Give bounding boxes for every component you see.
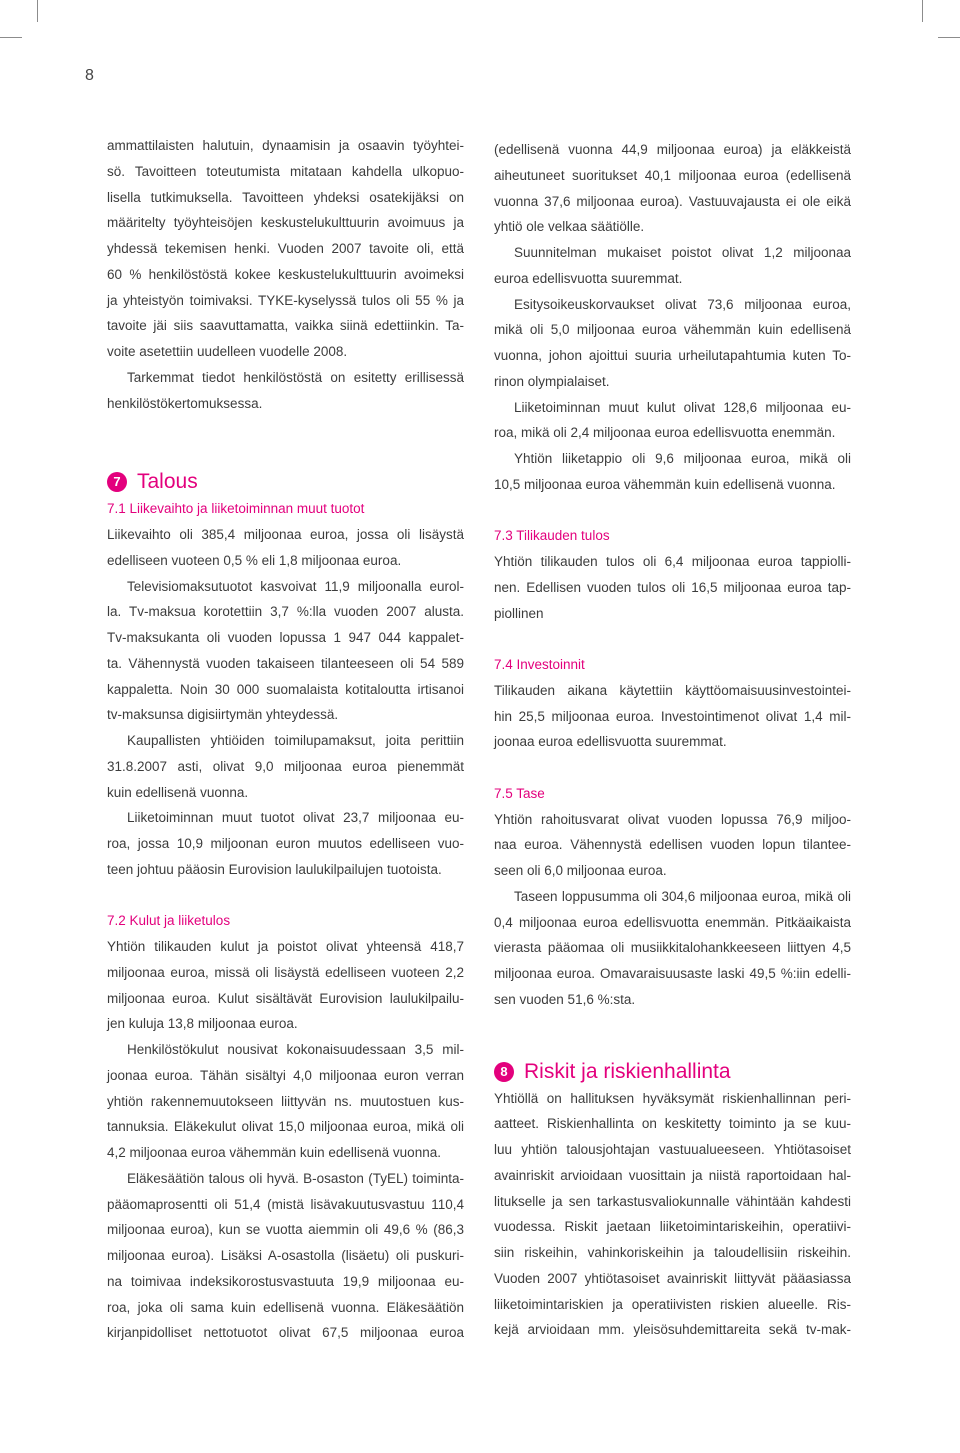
text-line-content: 31.8.2007 asti, olivat 9,0 miljoonaa euroa pienemmät [107,758,464,774]
section-number-badge: 8 [494,1062,514,1082]
text-line [107,522,464,548]
text-line [494,163,851,189]
text-line-content: sö. Tavoitteen toteutumista mitataan kahdella ulkopuo- [107,163,464,179]
text-line [494,343,851,369]
paragraph [107,805,464,882]
text-line-content: piollinen [494,605,544,621]
text-line [107,391,464,417]
text-line [107,1192,464,1218]
text-line-content: yhdessä tekemisen henki. Vuoden 2007 tavoite oli, että [107,241,464,256]
text-line-content: vuodessa. Riskit jaetaan liiketoimintariskeihin, operatiivi- [494,1219,851,1235]
text-line-content: mikä oli 5,0 miljoonaa euroa vähemmän kuin edellisenä [494,322,851,338]
paragraph [494,678,851,755]
text-line [107,365,464,391]
text-line-content: vuonna, johon ajoittui suuria urheilutapahtumia kuten To- [494,348,851,363]
text-line [107,1320,464,1346]
text-line-content: voite asetettiin uudelleen vuodelle 2008. [107,344,348,359]
text-line [107,1140,464,1166]
text-line [494,446,851,472]
text-line [107,677,464,703]
text-line [494,729,851,755]
text-line [107,1243,464,1269]
text-line-content: tv-maksunsa digisiirtymän yhteydessä. [107,707,339,723]
paragraph [107,133,464,365]
paragraph [107,934,464,1037]
text-line-content: Televisiomaksutuotot kasvoivat 11,9 miljoonalla eurol- [127,578,464,594]
text-line-content: Liikevaihto oli 385,4 miljoonaa euroa, jossa oli lisäystä [107,527,464,542]
paragraph [107,1037,464,1166]
text-line-content: siin riskeihin, vahinkoriskeihin ja taloudellisiin riskeihin. [494,1245,851,1260]
text-line [107,625,464,651]
text-line [107,986,464,1012]
text-line [494,369,851,395]
text-line-content: litukselle ja sen tarkastusvaliokunnalle vähintään kahdesti [494,1193,851,1209]
text-line [494,807,851,833]
text-line-content: rinon olympialaiset. [494,373,610,389]
text-line [107,1269,464,1295]
subsection-heading: 7.3 Tilikauden tulos [494,528,610,544]
text-line [107,1217,464,1243]
text-line [494,1086,851,1112]
text-line [494,601,851,627]
paragraph [494,395,851,447]
paragraph [107,1166,464,1346]
text-line [494,678,851,704]
text-line [494,987,851,1013]
text-line-content: seen oli 6,0 miljoonaa euroa. [494,863,667,878]
text-line-content: kappaletta. Noin 30 000 suomalaista kotitaloutta irtisanoi [107,681,464,697]
text-line [107,1063,464,1089]
text-line-content: joonaa euroa. Tähän sisältyi 4,0 miljoonaa euron verran [107,1067,464,1083]
crop-mark [0,37,22,38]
text-line-content: Suunnitelman mukaiset poistot olivat 1,2 miljoonaa [514,245,851,260]
section-heading [494,1013,851,1086]
section-title: Talous [137,470,198,494]
text-line [494,1317,851,1343]
paragraph [494,549,851,626]
crop-mark [938,37,960,38]
page-number: 8 [85,67,94,84]
text-line-content: yhtiön rakennemuutokseen liittyvän ns. muutostuen kus- [107,1093,464,1109]
text-line-content: ammattilaisten halutuin, dynaamisin ja osaavin työyhtei- [107,138,464,153]
paragraph [494,807,851,884]
paragraph [494,446,851,498]
text-line-content: tannuksia. Eläkekulut olivat 15,0 miljoonaa euroa, mikä oli [107,1119,464,1135]
paragraph [494,137,851,240]
text-line [494,292,851,318]
text-line [494,1111,851,1137]
text-line-content: naa euroa. Vähennystä edellisen vuoden lopun tilantee- [494,837,851,853]
text-line [494,1292,851,1318]
text-line [494,317,851,343]
text-line [494,395,851,421]
text-line [494,1214,851,1240]
text-line-content: 4,2 miljoonaa euroa vähemmän kuin edellisenä vuonna. [107,1145,441,1160]
text-line-content: Tv-maksukanta oli vuoden lopussa 1 947 044 kappalet- [107,630,464,645]
text-line [494,240,851,266]
text-line [107,599,464,625]
text-line [107,133,464,159]
text-line-content: joonaa euroa edellisvuotta suuremmat. [494,734,727,750]
text-line-content: Yhtiöllä on hallituksen hyväksymät riskienhallinnan peri- [494,1090,851,1106]
text-line-content: tavoite jäi siis saavuttamatta, vaikka siinä edettiinkin. Ta- [107,318,464,334]
text-line-content: vierasta pääomaa oli musiikkitalohankkeeseen liittyen 4,5 [494,940,851,956]
text-line [494,137,851,163]
text-line-content: luu yhtiön talousjohtajan vastuualueeseen. Yhtiötasoiset [494,1142,851,1157]
text-line-content: Liiketoiminnan muut tuotot olivat 23,7 miljoonaa eu- [127,810,464,826]
paragraph [107,574,464,729]
text-line-content: kejä arvioidaan mm. yleisösuhdemittareita sekä tv-mak- [494,1322,851,1338]
text-line [107,159,464,185]
subsection-heading: 7.1 Liikevaihto ja liiketoiminnan muut tuotot [107,501,365,517]
text-line-content: miljoonaa euroa). Lisäksi A-osastolla (lisäetu) oli puskuri- [107,1248,464,1263]
paragraph [107,728,464,805]
crop-mark [922,0,923,22]
text-line-content: Taseen loppusumma oli 304,6 miljoonaa euroa, mikä oli [514,888,851,904]
text-line-content: roa, mikä oli 2,4 miljoonaa euroa edellisvuotta enemmän. [494,425,836,441]
text-line [107,960,464,986]
text-line-content: euroa edellisvuotta suuremmat. [494,270,683,286]
text-line [494,704,851,730]
text-line-content: roa, joka oli sama kuin edellisenä vuonna. Eläkesäätiön [107,1299,464,1315]
text-line [107,210,464,236]
text-line [107,313,464,339]
paragraph [494,1086,851,1344]
text-line-content: Tarkemmat tiedot henkilöstöstä on esitetty erillisessä [127,369,464,385]
text-line-content: Tilikauden aikana käytettiin käyttöomaisuusinvestointei- [494,682,851,698]
text-line-content: sen vuoden 51,6 %:sta. [494,991,636,1007]
text-line-content: Kaupallisten yhtiöiden toimilupamaksut, joita perittiin [127,733,464,748]
subsection-heading: 7.2 Kulut ja liiketulos [107,913,231,929]
text-line [107,1037,464,1063]
subsection-heading: 7.4 Investoinnit [494,657,585,672]
text-line [107,1114,464,1140]
text-line [107,185,464,211]
text-line-content: la. Tv-maksua korotettiin 3,7 %:lla vuoden 2007 alusta. [107,604,464,620]
text-line-content: hin 25,5 miljoonaa euroa. Investointimenot olivat 1,4 mil- [494,708,851,724]
section-heading-row [107,470,198,494]
text-line-content: 60 % henkilöstöstä kokee keskustelukulttuurin avoimeksi [107,266,464,282]
text-line-content: Liiketoiminnan muut kulut olivat 128,6 miljoonaa eu- [514,399,851,415]
text-line [107,780,464,806]
text-line [107,574,464,600]
text-line-content: vuonna 37,6 miljoonaa euroa). Vastuuvajausta ei ole eikä [494,193,851,209]
text-line [107,831,464,857]
paragraph [494,884,851,1013]
text-line [494,832,851,858]
text-line-content: Yhtiön tilikauden kulut ja poistot olivat yhteensä 418,7 [107,939,464,954]
text-line [107,728,464,754]
text-line [494,1137,851,1163]
section-number-badge: 7 [107,472,127,492]
text-line [494,549,851,575]
text-line-content: miljoonaa euroa. Kulut sisältävät Eurovision laulukilpailu- [107,990,464,1006]
text-line [494,189,851,215]
text-line-content: nen. Edellisen vuoden tulos oli 16,5 miljoonaa euroa tap- [494,579,851,595]
text-line-content: yhtiö ole velkaa säätiölle. [494,219,645,235]
text-line-content: teen johtuu pääosin Eurovision laulukilpailujen tuotoista. [107,861,442,877]
text-line [494,1163,851,1189]
text-line [494,575,851,601]
text-line-content: Esitysoikeuskorvaukset olivat 73,6 miljoonaa euroa, [514,296,851,312]
text-line [494,420,851,446]
text-line [494,961,851,987]
crop-mark [37,0,38,22]
text-line-content: kirjanpidolliset nettotuotot olivat 67,5 miljoonaa euroa [107,1325,464,1341]
section-heading-row [494,1060,731,1084]
text-line [107,805,464,831]
text-line [107,548,464,574]
text-line [494,472,851,498]
paragraph [107,522,464,574]
text-line-content: miljoonaa euroa. Omavaraisuusaste laski 49,5 %:iin edelli- [494,966,851,981]
left-column [107,133,464,1346]
text-line [494,1189,851,1215]
text-line-content: miljoonaa euroa, missä oli lisäystä edelliseen vuoteen 2,2 [107,964,464,980]
text-line-content: pääomaprosentti oli 51,4 (mistä lisävakuutusvastuu 110,4 [107,1196,464,1212]
subsection-heading: 7.5 Tase [494,785,545,801]
right-column [494,137,851,1343]
text-line [107,262,464,288]
text-line [107,236,464,262]
text-line-content: määritelty työyhteisöjen keskustelukulttuurin avoimuus ja [107,215,464,231]
paragraph [494,292,851,395]
text-line-content: edelliseen vuoteen 0,5 % eli 1,8 miljoonaa euroa. [107,552,402,568]
text-line-content: ja yhteistyön toimivaksi. TYKE-kyselyssä tulos oli 55 % ja [107,292,464,308]
text-line [494,858,851,884]
text-line [107,1166,464,1192]
text-line-content: roa, jossa 10,9 miljoonan euron muutos edelliseen vuo- [107,836,464,851]
text-line [494,1266,851,1292]
text-line-content: ta. Vähennystä vuoden takaiseen tilanteeseen oli 54 589 [107,655,464,671]
text-line-content: avainriskit arvioidaan vuosittain ja niistä raportoidaan hal- [494,1167,851,1183]
text-line-content: Henkilöstökulut nousivat kokonaisuudessaan 3,5 mil- [127,1042,464,1057]
text-line [494,266,851,292]
text-line-content: Yhtiön tilikauden tulos oli 6,4 miljoonaa euroa tappiolli- [494,554,851,569]
text-line-content: aiheutuneet suoritukset 40,1 miljoonaa euroa (edellisenä [494,167,851,183]
text-line [107,702,464,728]
paragraph [107,365,464,417]
text-line [107,651,464,677]
paragraph [494,240,851,292]
text-line-content: (edellisenä vuonna 44,9 miljoonaa euroa) ja eläkkeistä [494,142,851,157]
text-line-content: miljoonaa euroa), kun se vuotta aiemmin oli 49,6 % (86,3 [107,1222,464,1238]
text-line [107,934,464,960]
text-line-content: liiketoimintariskien ja operatiivisten riskien alueelle. Ris- [494,1296,851,1312]
text-line [107,1295,464,1321]
section-heading [107,416,464,496]
text-line [107,857,464,883]
text-line-content: kuin edellisenä vuonna. [107,784,249,800]
text-line [107,1011,464,1037]
text-line-content: Yhtiön liiketappio oli 9,6 miljoonaa euroa, mikä oli [514,451,851,466]
text-line-content: na toimivaa indeksikorostusvastuuta 19,9 miljoonaa eu- [107,1273,464,1289]
text-line [107,339,464,365]
section-title: Riskit ja riskienhallinta [524,1059,731,1083]
text-line-content: lisella tutkimuksella. Tavoitteen yhdeksi osatekijäksi on [107,189,464,205]
text-line-content: Yhtiön rahoitusvarat olivat vuoden lopussa 76,9 miljoo- [494,811,851,827]
text-line-content: aatteet. Riskienhallinta on keskitetty toiminto ja se kuu- [494,1116,851,1132]
text-line-content: jen kuluja 13,8 miljoonaa euroa. [107,1016,298,1032]
text-line-content: Vuoden 2007 yhtiötasoiset avainriskit liittyvät pääasiassa [494,1270,851,1286]
text-line-content: 0,4 miljoonaa euroa edellisvuotta enemmän. Pitkäaikaista [494,914,851,930]
text-line [107,754,464,780]
text-line-content: Eläkesäätiön talous oli hyvä. B-osaston (TyEL) toiminta- [127,1170,464,1186]
text-line [494,884,851,910]
text-line [107,288,464,314]
text-line [494,910,851,936]
text-line [107,1089,464,1115]
text-line-content: henkilöstökertomuksessa. [107,395,263,411]
text-line [494,935,851,961]
text-line [494,214,851,240]
text-line [494,1240,851,1266]
text-line-content: 10,5 miljoonaa euroa vähemmän kuin edellisenä vuonna. [494,476,836,492]
